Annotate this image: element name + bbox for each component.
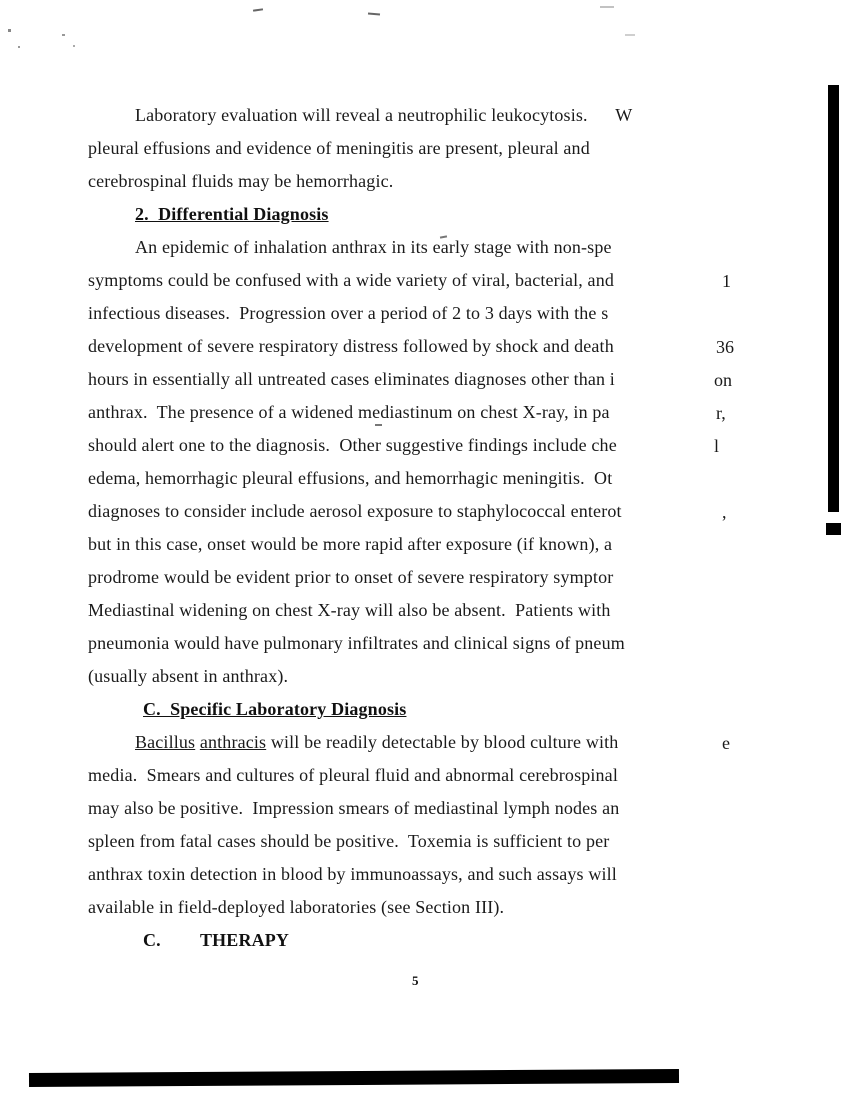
- margin-fragment: ,: [722, 502, 727, 522]
- scan-artifact: [368, 12, 380, 15]
- text-line: but in this case, onset would be more rapid after exposure (if known), a: [88, 534, 613, 554]
- heading-text: THERAPY: [200, 930, 290, 950]
- text-line: hours in essentially all untreated cases eliminates diagnoses other than i: [88, 369, 615, 389]
- text-line: diagnoses to consider include aerosol exposure to staphylococcal enterot: [88, 501, 622, 521]
- text-line: should alert one to the diagnosis. Other suggestive findings include che: [88, 435, 617, 455]
- species-name: anthracis: [199, 732, 267, 752]
- heading-differential-diagnosis: [88, 198, 703, 231]
- margin-fragment: 1: [722, 271, 731, 291]
- text-line: An epidemic of inhalation anthrax in its early stage with non-spe: [135, 237, 612, 257]
- scan-artifact: [18, 46, 20, 48]
- document-text: [88, 99, 703, 957]
- text-line: spleen from fatal cases should be positive. Toxemia is sufficient to per: [88, 831, 610, 851]
- scan-bottom-bar: [29, 1069, 679, 1087]
- page-number: 5: [412, 973, 419, 988]
- heading-specific-laboratory-diagnosis: [88, 693, 703, 726]
- scan-artifact: [253, 8, 263, 11]
- heading-text: 2. Differential Diagnosis: [135, 204, 329, 224]
- margin-fragment: on: [714, 370, 732, 390]
- text-line: anthrax. The presence of a widened mediastinum on chest X-ray, in pa: [88, 402, 610, 422]
- scan-artifact: [600, 6, 614, 8]
- text-line: pneumonia would have pulmonary infiltrates and clinical signs of pneum: [88, 633, 625, 653]
- margin-fragment: r,: [716, 403, 726, 423]
- text-line: Mediastinal widening on chest X-ray will also be absent. Patients with: [88, 600, 611, 620]
- scan-artifact: [62, 34, 65, 36]
- text-line: symptoms could be confused with a wide variety of viral, bacterial, and: [88, 270, 614, 290]
- text-line: [88, 726, 703, 759]
- text-line: Laboratory evaluation will reveal a neutrophilic leukocytosis. W: [135, 105, 633, 125]
- scan-artifact: [73, 45, 75, 47]
- margin-fragment: 36: [716, 337, 734, 357]
- text-line: infectious diseases. Progression over a period of 2 to 3 days with the s: [88, 303, 609, 323]
- text-line: may also be positive. Impression smears of mediastinal lymph nodes an: [88, 798, 620, 818]
- text-line: cerebrospinal fluids may be hemorrhagic.: [88, 171, 394, 191]
- text-line: pleural effusions and evidence of meningitis are present, pleural and: [88, 138, 590, 158]
- text-line: available in field-deployed laboratories (see Section III).: [88, 897, 505, 917]
- scan-artifact: [625, 34, 635, 36]
- text-line: development of severe respiratory distress followed by shock and death: [88, 336, 614, 356]
- margin-fragment: l: [714, 436, 720, 456]
- text-line: edema, hemorrhagic pleural effusions, and hemorrhagic meningitis. Ot: [88, 468, 613, 488]
- genus-name: Bacillus: [135, 732, 196, 752]
- text-line: (usually absent in anthrax).: [88, 666, 289, 686]
- text-line: media. Smears and cultures of pleural fluid and abnormal cerebrospinal: [88, 765, 618, 785]
- heading-therapy: [88, 924, 703, 957]
- scan-artifact: [8, 29, 11, 32]
- scan-square-mark: [826, 523, 841, 535]
- text-line: anthrax toxin detection in blood by immunoassays, and such assays will: [88, 864, 617, 884]
- margin-fragment: e: [722, 733, 730, 753]
- scan-vertical-bar: [828, 85, 839, 512]
- text-line: prodrome would be evident prior to onset of severe respiratory symptor: [88, 567, 614, 587]
- heading-text: C. Specific Laboratory Diagnosis: [143, 699, 407, 719]
- cropped-margin-text: [716, 0, 776, 1094]
- heading-letter: C.: [143, 930, 161, 950]
- text-rest: will be readily detectable by blood culture with: [266, 732, 619, 752]
